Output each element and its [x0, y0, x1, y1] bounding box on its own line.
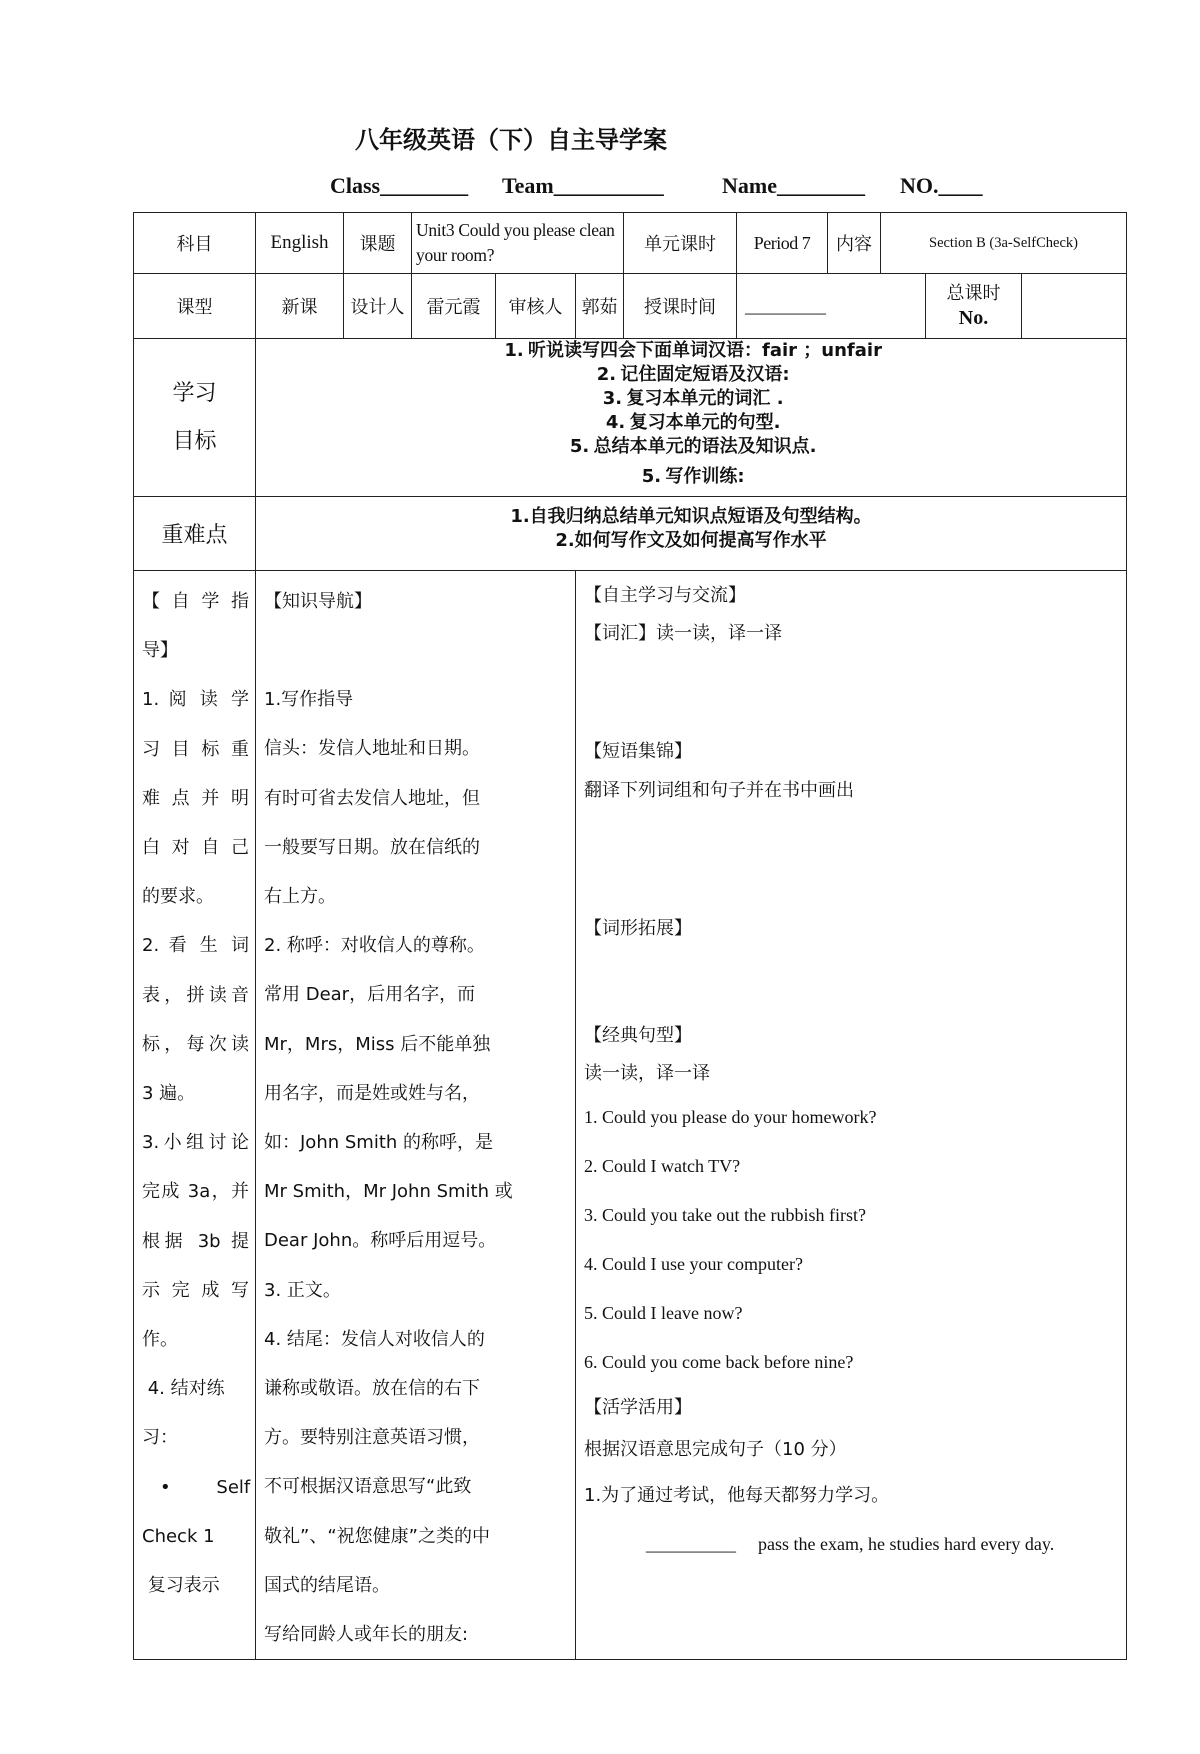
- difficulty-item: 1.自我归纳总结单元知识点短语及句型结构。: [510, 506, 872, 527]
- unit-period-label: 单元课时: [624, 213, 737, 274]
- self-guide-line: 难 点 并 明: [142, 787, 249, 809]
- self-guide-line: 习：: [142, 1427, 178, 1449]
- vocab-heading: 【词汇】读一读，译一译: [584, 623, 782, 644]
- total-hours-blank[interactable]: [1022, 274, 1127, 339]
- self-guide-line: 根据 3b 提: [142, 1230, 249, 1252]
- self-guide-line: 完成 3a，并: [142, 1181, 249, 1203]
- goals-label: [134, 339, 256, 497]
- knowledge-line: 有时可省去发信人地址，但: [264, 787, 480, 809]
- knowledge-line: 一般要写日期。放在信纸的: [264, 836, 480, 858]
- difficulties-row: [134, 497, 1127, 571]
- info-row-2: [134, 274, 1127, 339]
- goals-label-line2: 目标: [172, 428, 217, 454]
- self-guide-line: 4. 结对练: [142, 1378, 225, 1400]
- self-guide-line: Check 1: [142, 1525, 215, 1547]
- sentence-item: 1. Could you please do your homework?: [584, 1107, 877, 1127]
- sentence-item: 6. Could you come back before nine?: [584, 1352, 854, 1372]
- content-value: Section B (3a-SelfCheck): [881, 213, 1127, 274]
- subject-label: 科目: [134, 213, 256, 274]
- goals-label-line1: 学习: [172, 380, 217, 406]
- self-guide-line: 白 对 自 己: [142, 837, 249, 859]
- name-field[interactable]: Name________: [722, 173, 865, 198]
- total-hours-label: 总课时: [946, 283, 1001, 304]
- knowledge-line: 用名字，而是姓或姓与名，: [264, 1082, 480, 1104]
- topic-value: Unit3 Could you please clean your room?: [412, 213, 624, 274]
- difficulties-list: [256, 497, 1127, 571]
- goal-item: 4. 复习本单元的句型.: [605, 412, 781, 433]
- practice-heading: 【活学活用】: [584, 1397, 692, 1418]
- self-study-column: [576, 571, 1127, 1660]
- knowledge-line: 1.写作指导: [264, 689, 354, 711]
- sentence-item: 3. Could you take out the rubbish first?: [584, 1205, 866, 1225]
- goal-item: 5. 总结本单元的语法及知识点.: [569, 436, 817, 457]
- knowledge-line: 方。要特别注意英语习惯，: [264, 1427, 480, 1449]
- answer-blank[interactable]: __________: [646, 1534, 736, 1554]
- lesson-plan-table: [133, 212, 1127, 1660]
- knowledge-line: 不可根据汉语意思写“此致: [264, 1476, 472, 1498]
- lesson-type-label: 课型: [134, 274, 256, 339]
- class-field[interactable]: Class________: [330, 173, 469, 198]
- knowledge-line: Mr Smith，Mr John Smith 或: [264, 1181, 513, 1203]
- self-guide-line: 的要求。: [142, 886, 214, 908]
- self-guide-column: [134, 571, 256, 1660]
- total-hours-cell: [926, 274, 1022, 339]
- knowledge-line: 如：John Smith 的称呼，是: [264, 1132, 494, 1154]
- unit-period-value: Period 7: [737, 213, 828, 274]
- designer-value: 雷元霞: [412, 274, 496, 339]
- total-hours-value: No.: [958, 307, 989, 329]
- knowledge-line: 信头：发信人地址和日期。: [264, 738, 480, 760]
- knowledge-line: 常用 Dear，后用名字，而: [264, 984, 476, 1006]
- body-row: [134, 571, 1127, 1660]
- knowledge-column: [256, 571, 576, 1660]
- word-forms-heading: 【词形拓展】: [584, 918, 692, 939]
- teach-time-value[interactable]: _________: [737, 274, 926, 339]
- difficulties-label: 重难点: [134, 497, 256, 571]
- knowledge-line: 4. 结尾：发信人对收信人的: [264, 1328, 485, 1350]
- knowledge-line: 3. 正文。: [264, 1279, 341, 1301]
- info-row-1: [134, 213, 1127, 274]
- sentences-instruction: 读一读，译一译: [584, 1063, 710, 1084]
- student-info-line: [330, 173, 1030, 203]
- self-guide-line: 3 遍。: [142, 1083, 196, 1105]
- no-field[interactable]: NO.____: [900, 173, 983, 198]
- self-study-heading: 【自主学习与交流】: [584, 585, 746, 606]
- self-guide-line: 【 自 学 指: [142, 591, 249, 612]
- knowledge-heading: 【知识导航】: [264, 591, 372, 612]
- reviewer-value: 郭茹: [576, 274, 624, 339]
- self-guide-line: 示 完 成 写: [142, 1279, 249, 1301]
- knowledge-line: 谦称或敬语。放在信的右下: [264, 1378, 480, 1400]
- self-guide-line: 导】: [142, 640, 178, 662]
- knowledge-line: 国式的结尾语。: [264, 1574, 390, 1596]
- goals-row: [134, 339, 1127, 497]
- self-guide-line: 标，每次读: [142, 1033, 249, 1055]
- phrases-heading: 【短语集锦】: [584, 741, 692, 762]
- self-guide-line: 1. 阅 读 学: [142, 689, 249, 711]
- lesson-type-value: 新课: [256, 274, 344, 339]
- sentence-item: 2. Could I watch TV?: [584, 1156, 741, 1176]
- self-guide-line: 表，拼读音: [142, 984, 249, 1006]
- goal-item: 3. 复习本单元的词汇 .: [602, 388, 784, 409]
- self-guide-line: 作。: [142, 1329, 178, 1351]
- sentences-heading: 【经典句型】: [584, 1025, 692, 1046]
- difficulty-item: 2.如何写作文及如何提高写作水平: [555, 530, 827, 551]
- designer-label: 设计人: [344, 274, 412, 339]
- self-guide-line: 2. 看 生 词: [142, 935, 249, 957]
- content-label: 内容: [828, 213, 881, 274]
- goal-item: 5. 写作训练:: [641, 466, 745, 487]
- goal-item: 1. 听说读写四会下面单词汉语：fair ；unfair: [504, 340, 882, 361]
- reviewer-label: 审核人: [496, 274, 576, 339]
- page-title: 八年级英语（下）自主导学案: [355, 126, 667, 154]
- knowledge-line: 写给同龄人或年长的朋友:: [264, 1624, 469, 1646]
- self-guide-line: 复习表示: [142, 1575, 220, 1597]
- knowledge-line: 2. 称呼：对收信人的尊称。: [264, 935, 485, 957]
- practice-instruction: 根据汉语意思完成句子（10 分）: [584, 1439, 847, 1460]
- team-field[interactable]: Team__________: [502, 173, 664, 198]
- answer-sentence: pass the exam, he studies hard every day.: [758, 1534, 1055, 1554]
- practice-answer-line: [584, 1520, 1120, 1569]
- practice-question-1: 1.为了通过考试，他每天都努力学习。: [584, 1485, 890, 1506]
- knowledge-line: Dear John。称呼后用逗号。: [264, 1230, 497, 1252]
- goals-list: [256, 339, 1127, 497]
- knowledge-line: 右上方。: [264, 886, 336, 908]
- self-guide-line: 3.小组讨论: [142, 1132, 249, 1154]
- knowledge-line: 敬礼”、“祝您健康”之类的中: [264, 1525, 490, 1547]
- phrases-instruction: 翻译下列词组和句子并在书中画出: [584, 780, 854, 801]
- knowledge-line: Mr，Mrs，Miss 后不能单独: [264, 1033, 491, 1055]
- goal-item: 2. 记住固定短语及汉语:: [596, 364, 790, 385]
- subject-value: English: [256, 213, 344, 274]
- sentence-item: 5. Could I leave now?: [584, 1303, 743, 1323]
- teach-time-label: 授课时间: [624, 274, 737, 339]
- self-guide-line: • Self: [160, 1476, 251, 1498]
- self-guide-line: 习 目 标 重: [142, 738, 249, 760]
- topic-label: 课题: [344, 213, 412, 274]
- sentence-item: 4. Could I use your computer?: [584, 1254, 803, 1274]
